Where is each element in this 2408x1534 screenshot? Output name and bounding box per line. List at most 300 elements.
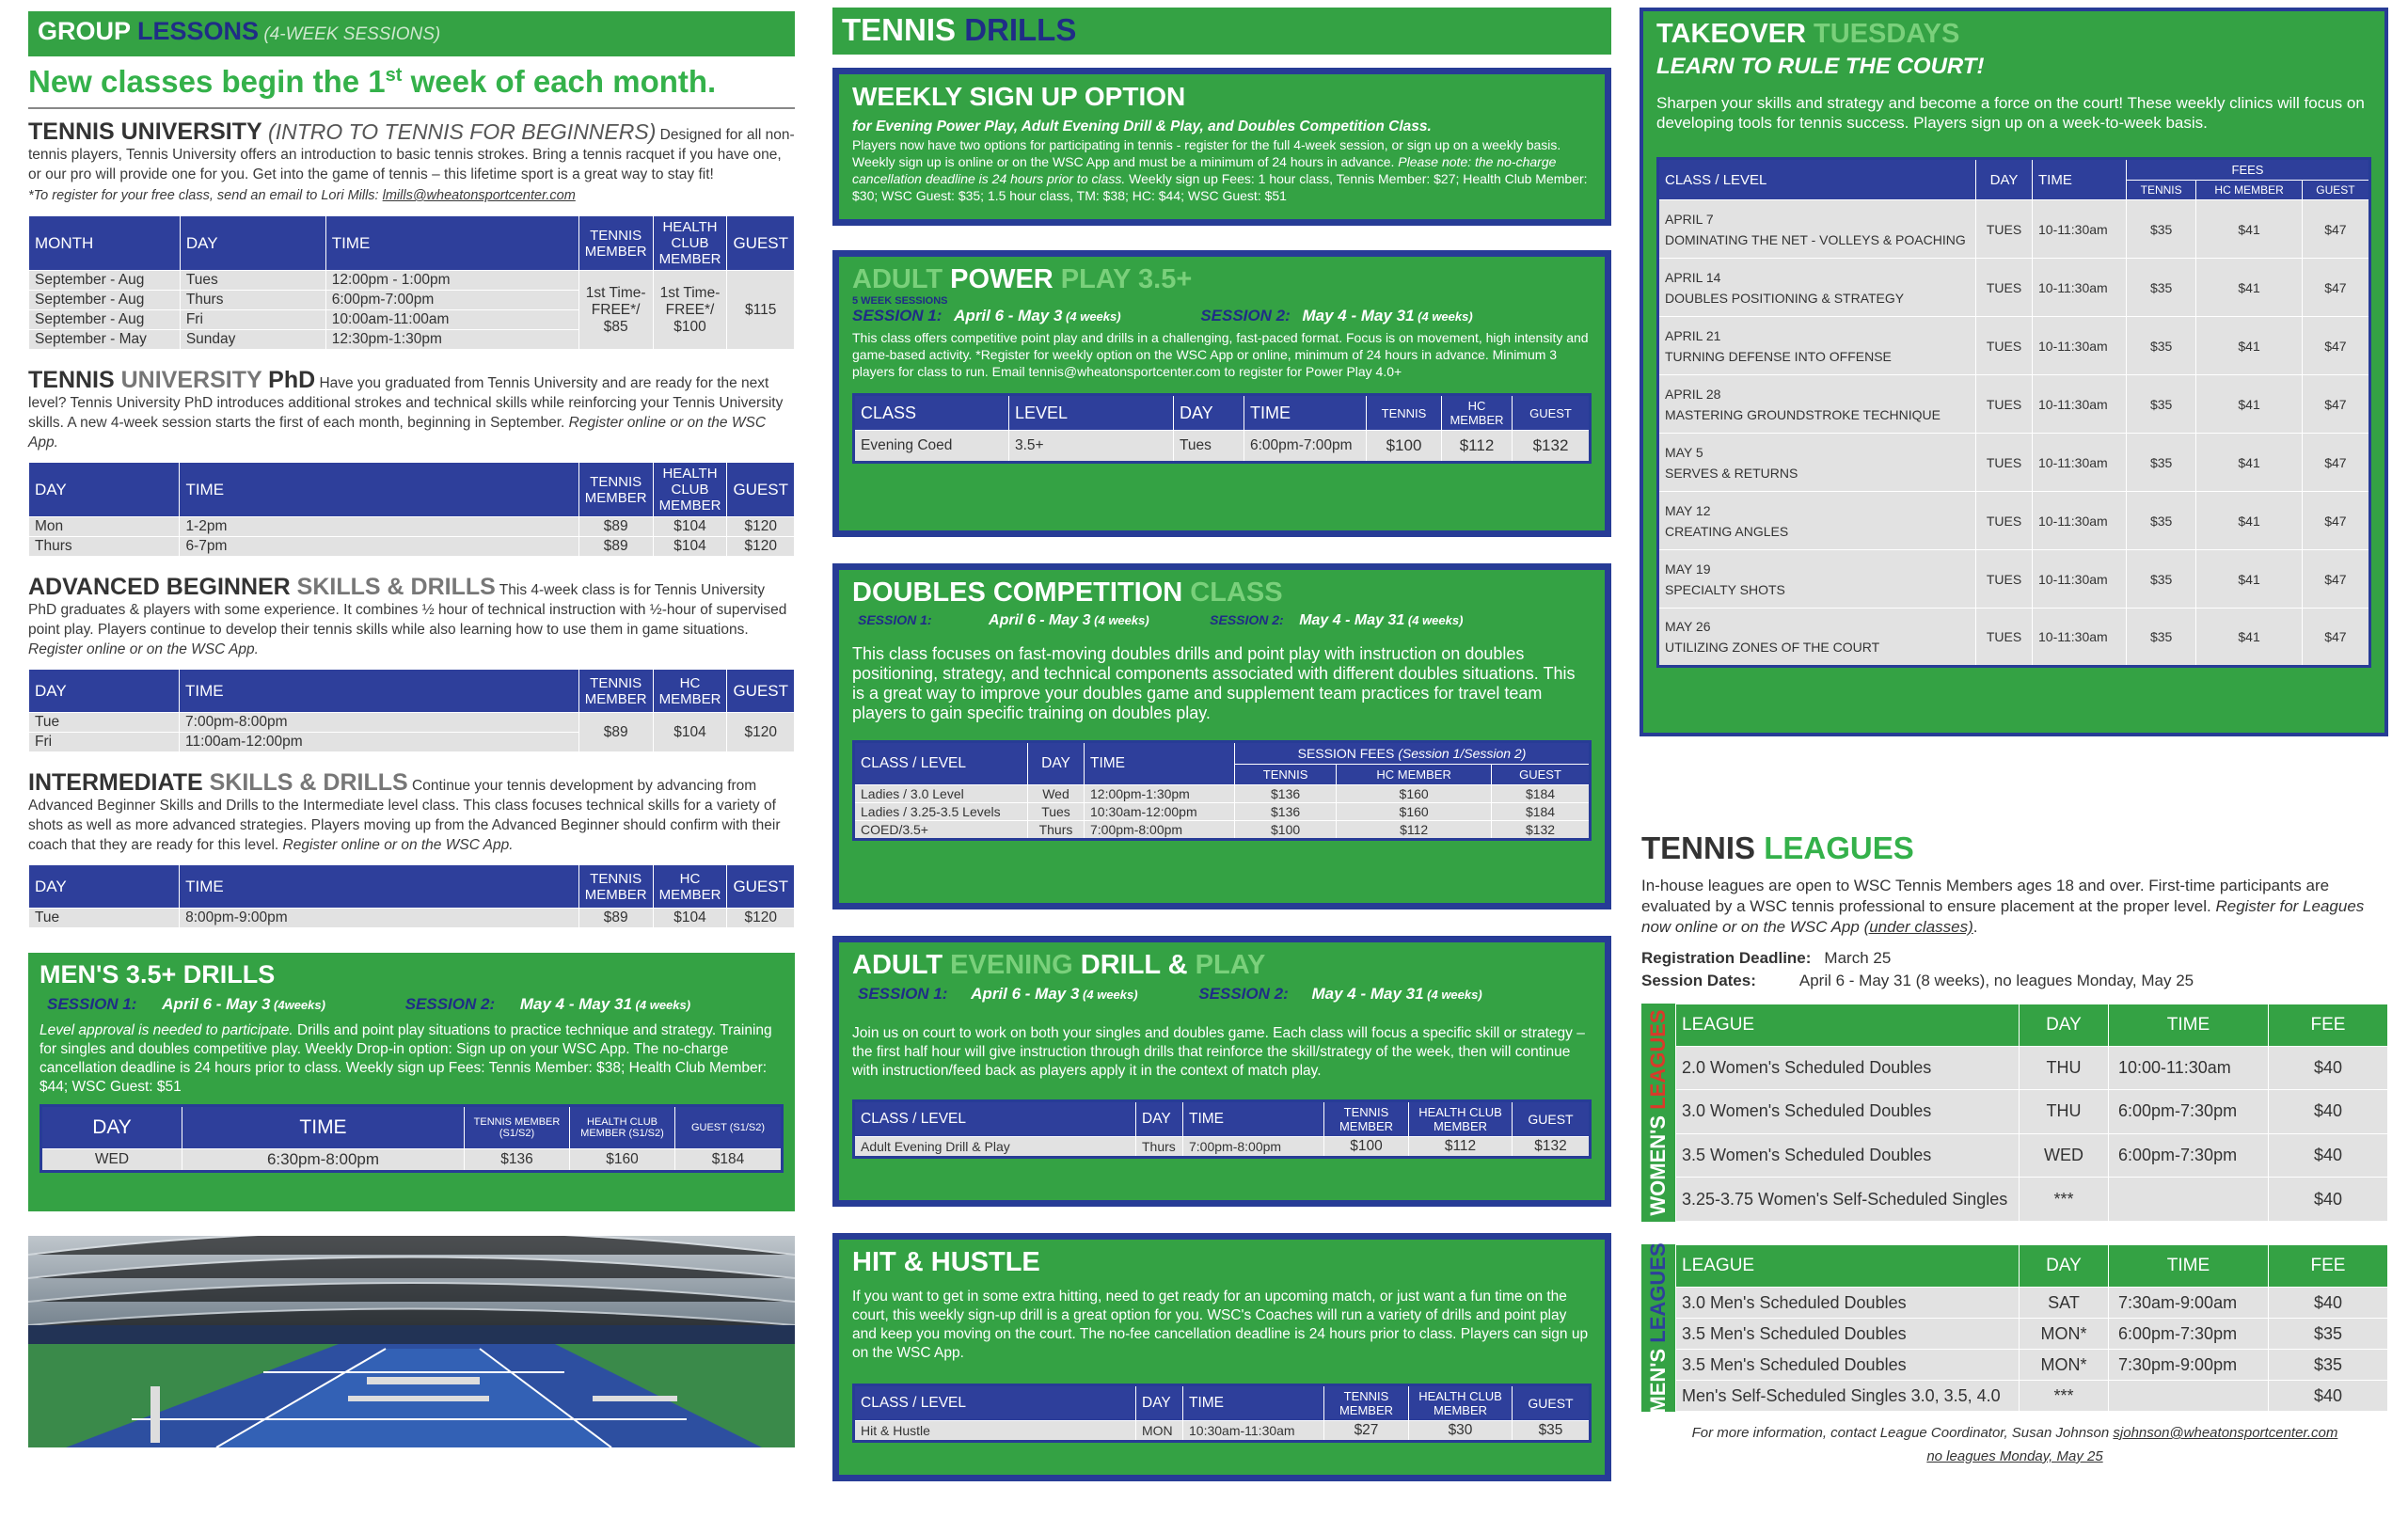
th: TENNIS <box>1235 765 1337 785</box>
leagues-desc-text: In-house leagues are open to WSC Tennis Members ages 18 and over. First-time participants are evaluated by a WSC tennis professional to ensure placement at the proper level. <box>1641 877 2330 915</box>
td: TUES <box>1976 200 2033 259</box>
td: WED <box>41 1149 182 1172</box>
td: $104 <box>653 909 727 928</box>
title-part: TAKEOVER <box>1656 19 1814 49</box>
td: $40 <box>2269 1178 2388 1222</box>
th: TIME <box>2109 1004 2269 1047</box>
td: 3.5 Men's Scheduled Doubles <box>1676 1319 2020 1350</box>
session-weeks: (4 weeks) <box>1414 309 1473 324</box>
table-row <box>29 517 795 537</box>
mens-sessions <box>40 995 784 1014</box>
inter-title: SKILLS & DRILLS <box>209 769 408 796</box>
takeover-inner <box>1643 11 2384 733</box>
td: $35 <box>2127 317 2196 375</box>
td: $47 <box>2302 434 2369 492</box>
col-2 <box>832 8 1611 1481</box>
tuphd-table <box>28 462 795 557</box>
td: $41 <box>2196 317 2303 375</box>
doubles-inner <box>839 570 1605 903</box>
class-date: APRIL 7 <box>1665 211 1714 227</box>
weekly-title: WEEKLY SIGN UP OPTION <box>852 82 1186 111</box>
weekly-desc-italic: Please note: the no-charge cancellation deadline is 24 hours prior to class. <box>852 154 1557 186</box>
th: CLASS / LEVEL <box>1658 159 1976 200</box>
table-row <box>1658 375 2370 434</box>
th: DAY <box>1136 1101 1183 1137</box>
th: GUEST <box>1492 765 1591 785</box>
td: $40 <box>2269 1090 2388 1134</box>
td: Thurs <box>180 291 325 310</box>
hit-hustle-box <box>832 1233 1611 1481</box>
th: TENNIS <box>1367 395 1442 431</box>
leagues-footer <box>1641 1425 2388 1441</box>
th: DAY <box>29 670 180 713</box>
td: $35 <box>1513 1421 1591 1442</box>
td: $35 <box>2269 1319 2388 1350</box>
mens-leagues <box>1641 1244 2388 1412</box>
td: 10-11:30am <box>2033 609 2127 667</box>
header-part: GROUP <box>38 17 138 45</box>
table-row <box>854 1137 1591 1158</box>
power-weeks: 5 WEEK SESSIONS <box>852 295 948 307</box>
tennis-leagues-section <box>1640 830 2388 1464</box>
td: 3.25-3.75 Women's Self-Scheduled Singles <box>1676 1178 2020 1222</box>
reg-value: March 25 <box>1824 949 1892 967</box>
td <box>2109 1178 2269 1222</box>
th: TIME <box>1183 1385 1324 1421</box>
td: $112 <box>1409 1137 1513 1158</box>
inter-desc <box>28 769 795 855</box>
table-row <box>41 1149 783 1172</box>
class-name: DOUBLES POSITIONING & STRATEGY <box>1665 290 1905 306</box>
th: DAY <box>2020 1245 2109 1288</box>
header-part: TENNIS <box>842 12 965 47</box>
th: TENNIS <box>2127 181 2196 200</box>
th: LEAGUE <box>1676 1004 2020 1047</box>
td <box>1658 317 1976 375</box>
title-part: LEAGUES <box>1764 830 1914 865</box>
td: $89 <box>578 537 653 557</box>
td: 6:00pm-7:00pm <box>1244 431 1367 463</box>
th: TIME <box>2033 159 2127 200</box>
td: $120 <box>727 909 795 928</box>
td: 7:30am-9:00am <box>2109 1288 2269 1319</box>
td: 6:00pm-7:30pm <box>2109 1133 2269 1178</box>
th: TENNIS MEMBER <box>1324 1385 1409 1421</box>
td <box>1658 375 1976 434</box>
leagues-desc-italic: Register for Leagues now online or on the WSC App <box>1641 897 2365 936</box>
fee-header-italic: (Session 1/Session 2) <box>1398 746 1527 761</box>
th: TIME <box>182 1106 465 1149</box>
th: TENNIS MEMBER <box>578 216 653 271</box>
weekly-signup-inner <box>839 74 1605 219</box>
td: $35 <box>2269 1350 2388 1381</box>
td: WED <box>2020 1133 2109 1178</box>
td: 7:30pm-9:00pm <box>2109 1350 2269 1381</box>
td: $41 <box>2196 375 2303 434</box>
tu-email-link[interactable]: lmills@wheatonsportcenter.com <box>382 188 576 203</box>
th: GUEST <box>727 670 795 713</box>
session-weeks: (4 weeks) <box>1062 309 1121 324</box>
td: $47 <box>2302 317 2369 375</box>
class-date: APRIL 21 <box>1665 327 1721 343</box>
td: $184 <box>675 1149 783 1172</box>
td: 10:00am-11:00am <box>325 310 578 330</box>
td: 10-11:30am <box>2033 550 2127 609</box>
td <box>1658 259 1976 317</box>
weekly-desc-text: Players now have two options for participating in tennis - register for the full 4-week session, or sign up on a weekly basis. Weekly sign up is online or on the WSC App and must be a minimum of 24 hours in advance. <box>852 137 1561 169</box>
td: TUES <box>1976 375 2033 434</box>
th: GUEST <box>727 463 795 517</box>
class-name: UTILIZING ZONES OF THE COURT <box>1665 640 1880 655</box>
td: $112 <box>1442 431 1513 463</box>
womens-table <box>1675 1004 2388 1222</box>
session-label: SESSION 1: <box>858 985 948 1003</box>
td: 10-11:30am <box>2033 259 2127 317</box>
td: $47 <box>2302 609 2369 667</box>
td: $47 <box>2302 492 2369 550</box>
td: 12:30pm-1:30pm <box>325 330 578 350</box>
tagline <box>28 64 795 109</box>
session-dates: April 6 - May 3 <box>954 307 1063 324</box>
power-table <box>852 393 1592 464</box>
th: CLASS / LEVEL <box>854 1101 1136 1137</box>
session-label: SESSION 2: <box>404 995 496 1013</box>
td: 11:00am-12:00pm <box>180 733 579 752</box>
th: DAY <box>1136 1385 1183 1421</box>
title-part: EVENING <box>950 950 1073 980</box>
leagues-desc-link[interactable]: (under classes) <box>1863 918 1973 936</box>
td: $136 <box>1235 785 1337 803</box>
class-name: DOMINATING THE NET - VOLLEYS & POACHING <box>1665 231 1966 247</box>
mens-side-text <box>1646 1242 1671 1413</box>
td <box>1658 492 1976 550</box>
th: HEALTH CLUB MEMBER <box>653 463 727 517</box>
td: $136 <box>465 1149 570 1172</box>
th: TENNIS MEMBER <box>578 670 653 713</box>
col-3 <box>1640 8 2388 1464</box>
td: 1st Time-FREE*/ $100 <box>653 271 727 350</box>
td: $41 <box>2196 609 2303 667</box>
side-part: LEAGUES <box>1646 1009 1670 1110</box>
td: TUES <box>1976 317 2033 375</box>
th: HC MEMBER <box>653 865 727 909</box>
class-name: SPECIALTY SHOTS <box>1665 581 1785 597</box>
courts-illustration-icon <box>28 1236 795 1447</box>
weekly-signup-box <box>832 68 1611 226</box>
class-date: APRIL 14 <box>1665 269 1721 285</box>
womens-side-label <box>1641 1004 1675 1222</box>
td: MON <box>1136 1421 1183 1442</box>
table-row <box>29 713 795 733</box>
th: HEALTH CLUB MEMBER (S1/S2) <box>570 1106 675 1149</box>
td: 3.5 Women's Scheduled Doubles <box>1676 1133 2020 1178</box>
takeover-rows <box>1658 200 2370 667</box>
session-weeks: (4 weeks) <box>1090 613 1149 627</box>
tu-title: TENNIS UNIVERSITY <box>28 119 262 145</box>
td: *** <box>2020 1178 2109 1222</box>
session-weeks: (4 weeks) <box>631 998 691 1012</box>
adv-title: ADVANCED BEGINNER <box>28 574 297 600</box>
th: TENNIS MEMBER <box>578 865 653 909</box>
adv-desc-text: This 4-week class is for Tennis University PhD graduates & players with some experience. It combines ½ hour of technical instruction with ½-hour of supervised point play. Players continue to develop their tennis skills while also learning how to use them in game situations. <box>28 582 787 638</box>
doubles-title <box>852 577 1592 609</box>
leagues-footer-note: no leagues Monday, May 25 <box>1926 1448 2103 1464</box>
table-row <box>29 909 795 928</box>
session-weeks: (4 weeks) <box>1079 988 1138 1002</box>
class-date: MAY 5 <box>1665 444 1703 460</box>
td: $40 <box>2269 1288 2388 1319</box>
td: Wed <box>1028 785 1085 803</box>
td: TUES <box>1976 492 2033 550</box>
takeover-desc: Sharpen your skills and strategy and become a force on the court! These weekly clinics will focus on developing tools for tennis success. Players sign up on a week-to-week basis. <box>1656 94 2365 132</box>
side-part: MEN'S <box>1646 1342 1670 1414</box>
evening-title <box>852 950 1592 981</box>
leagues-title <box>1641 830 2388 866</box>
td: $160 <box>1337 785 1492 803</box>
evening-desc: Join us on court to work on both your singles and doubles game. Each class will focus a specific skill or strategy – the first half hour will give instruction through drills that reinforce the skill/strategy of the week, then will continue with instruction/feed back as players apply it in the context of match play. <box>852 1025 1585 1079</box>
tuphd-desc <box>28 367 795 452</box>
title-part: PLAY <box>1195 950 1266 980</box>
td: 1st Time-FREE*/ $85 <box>578 271 653 350</box>
th: DAY <box>29 463 180 517</box>
header-part: (4-WEEK SESSIONS) <box>259 24 441 44</box>
table-row <box>854 785 1591 803</box>
th-fees: FEES <box>2127 159 2370 181</box>
tennis-university-section <box>28 119 795 350</box>
td: $100 <box>1324 1137 1409 1158</box>
td: 10:30am-11:30am <box>1183 1421 1324 1442</box>
leagues-desc-end: . <box>1972 918 1978 936</box>
th: TIME <box>180 865 579 909</box>
doubles-competition-box <box>832 563 1611 909</box>
side-part: LEAGUES <box>1646 1242 1670 1343</box>
takeover-sub: LEARN TO RULE THE COURT! <box>1656 54 1985 79</box>
td: Fri <box>29 733 180 752</box>
td: Mon <box>29 517 180 537</box>
td: $40 <box>2269 1133 2388 1178</box>
adv-table <box>28 669 795 752</box>
td: $40 <box>2269 1046 2388 1090</box>
class-name: SERVES & RETURNS <box>1665 465 1798 481</box>
th: TIME <box>325 216 578 271</box>
tagline-a: New classes begin the 1 <box>28 64 386 99</box>
td: September - Aug <box>29 291 181 310</box>
td: $184 <box>1492 803 1591 821</box>
td: $100 <box>1367 431 1442 463</box>
td: 10-11:30am <box>2033 492 2127 550</box>
th: GUEST <box>727 865 795 909</box>
tu-table <box>28 215 795 350</box>
tu-desc <box>28 119 795 184</box>
weekly-sub: for Evening Power Play, Adult Evening Drill & Play, and Doubles Competition Class. <box>852 119 1432 134</box>
th: TIME <box>2109 1245 2269 1288</box>
mens-table <box>40 1104 784 1173</box>
tuphd-desc-text: Have you graduated from Tennis University and are ready for the next level? Tennis University PhD introduces additional strokes and technical skills while reinforcing your Tennis University skills. A new 4-week session starts the first of each month, beginning in September. <box>28 375 784 431</box>
title-part: POWER <box>950 264 1054 294</box>
womens-side-text <box>1646 1009 1671 1215</box>
td: September - Aug <box>29 310 181 330</box>
td: $160 <box>1337 803 1492 821</box>
reg-deadline <box>1641 949 2388 968</box>
th: GUEST <box>1513 1385 1591 1421</box>
tennis-drills-header <box>832 8 1611 55</box>
td: $104 <box>653 713 727 752</box>
table-row <box>1658 609 2370 667</box>
td: 12:00pm-1:30pm <box>1085 785 1235 803</box>
th: GUEST <box>727 216 795 271</box>
td: Evening Coed <box>854 431 1009 463</box>
td: 10-11:30am <box>2033 200 2127 259</box>
th: GUEST (S1/S2) <box>675 1106 783 1149</box>
session-dates: May 4 - May 31 <box>1311 985 1424 1003</box>
session-dates: April 6 - May 3 <box>989 612 1091 628</box>
th: HC MEMBER <box>653 670 727 713</box>
th: CLASS <box>854 395 1009 431</box>
session-label: SESSION 2: <box>1198 985 1289 1003</box>
td: 3.5+ <box>1009 431 1174 463</box>
class-date: APRIL 28 <box>1665 386 1721 402</box>
td: $40 <box>2269 1381 2388 1412</box>
td: $112 <box>1337 821 1492 840</box>
td: $30 <box>1409 1421 1513 1442</box>
td: $35 <box>2127 434 2196 492</box>
tu-note-text: *To register for your free class, send an email to Lori Mills: <box>28 188 383 203</box>
td: $104 <box>653 517 727 537</box>
advanced-beginner-section <box>28 574 795 752</box>
session-label: SESSION 2: <box>1200 307 1291 324</box>
td: Thurs <box>1136 1137 1183 1158</box>
session-dates: April 6 - May 3 <box>971 985 1080 1003</box>
th: TIME <box>1085 742 1235 785</box>
table-row <box>1676 1288 2388 1319</box>
td: 1-2pm <box>180 517 578 537</box>
table-row <box>1676 1350 2388 1381</box>
evening-table <box>852 1099 1592 1159</box>
footer-email-link[interactable]: sjohnson@wheatonsportcenter.com <box>2113 1425 2338 1441</box>
th: LEVEL <box>1009 395 1174 431</box>
tuphd-title: TENNIS <box>28 367 121 393</box>
power-title <box>852 264 1592 295</box>
table-row <box>29 537 795 557</box>
td: $89 <box>578 909 653 928</box>
td: $41 <box>2196 434 2303 492</box>
doubles-sessions <box>852 612 1592 629</box>
title-part: DOUBLES COMPETITION <box>852 577 1191 608</box>
th: GUEST <box>1513 395 1591 431</box>
th: TIME <box>180 463 578 517</box>
mens-drills-box <box>28 953 795 1211</box>
class-name: MASTERING GROUNDSTROKE TECHNIQUE <box>1665 406 1941 422</box>
hit-inner <box>839 1240 1605 1475</box>
td: 3.5 Men's Scheduled Doubles <box>1676 1350 2020 1381</box>
tennis-courts-photo <box>28 1236 795 1447</box>
side-part: WOMEN'S <box>1646 1109 1670 1216</box>
mens-desc <box>40 1021 784 1097</box>
th: HC MEMBER <box>1337 765 1492 785</box>
td: $132 <box>1492 821 1591 840</box>
th-fees <box>1235 742 1591 765</box>
td: September - May <box>29 330 181 350</box>
td: MON* <box>2020 1350 2109 1381</box>
th: CLASS / LEVEL <box>854 1385 1136 1421</box>
table-row <box>854 431 1591 463</box>
td: $89 <box>578 713 653 752</box>
session-label: SESSION 1: <box>47 995 137 1013</box>
table-row <box>29 271 795 291</box>
td: 7:00pm-8:00pm <box>1085 821 1235 840</box>
session-weeks: (4 weeks) <box>1404 613 1464 627</box>
td: 8:00pm-9:00pm <box>180 909 579 928</box>
doubles-desc: This class focuses on fast-moving doubles drills and point play with instruction on doubles positioning, strategy, and technical components associated with different doubles situations. This is a great way to improve your doubles game and supplement team practices for travel team players to gain specific training on doubles play. <box>852 644 1576 722</box>
td: TUES <box>1976 434 2033 492</box>
table-row <box>1676 1133 2388 1178</box>
td: $89 <box>578 517 653 537</box>
th: TIME <box>1183 1101 1324 1137</box>
tu-phd-section <box>28 367 795 557</box>
hit-title: HIT & HUSTLE <box>852 1247 1040 1277</box>
td: 6-7pm <box>180 537 578 557</box>
table-row <box>1658 492 2370 550</box>
td: THU <box>2020 1090 2109 1134</box>
td: TUES <box>1976 609 2033 667</box>
td: $120 <box>727 517 795 537</box>
td: Hit & Hustle <box>854 1421 1136 1442</box>
weekly-desc <box>852 136 1592 204</box>
table-row <box>1676 1178 2388 1222</box>
td: $41 <box>2196 200 2303 259</box>
th: MONTH <box>29 216 181 271</box>
td: $41 <box>2196 259 2303 317</box>
power-play-inner <box>839 257 1605 530</box>
td: $27 <box>1324 1421 1409 1442</box>
session-label: SESSION 1: <box>852 307 943 324</box>
session-weeks: (4 weeks) <box>1423 988 1482 1002</box>
td: $120 <box>727 713 795 752</box>
leagues-desc <box>1641 876 2388 938</box>
td: $47 <box>2302 375 2369 434</box>
adv-desc <box>28 574 795 659</box>
header-part: DRILLS <box>964 12 1077 47</box>
td <box>1658 200 1976 259</box>
td: Tues <box>1174 431 1244 463</box>
td: THU <box>2020 1046 2109 1090</box>
inter-note: Register online or on the WSC App. <box>278 837 514 853</box>
class-name: CREATING ANGLES <box>1665 523 1789 539</box>
hit-desc: If you want to get in some extra hitting, need to get ready for an upcoming match, or just want a fun time on the court, this weekly sign-up drill is a great option for you. WSC's Coaches will run a variety of drills and point play and keep you moving on the court. The no-fee cancellation deadline is 24 hours prior to class. Players can sign up on the WSC App. <box>852 1289 1589 1361</box>
td: $35 <box>2127 200 2196 259</box>
td: $136 <box>1235 803 1337 821</box>
td: $115 <box>727 271 795 350</box>
th: DAY <box>41 1106 182 1149</box>
mens-title: MEN'S 3.5+ DRILLS <box>40 960 276 988</box>
title-part: CLASS <box>1190 577 1283 608</box>
evening-sessions <box>852 985 1592 1004</box>
td: *** <box>2020 1381 2109 1412</box>
takeover-tuesdays-box <box>1640 8 2388 736</box>
table-row <box>854 821 1591 840</box>
td: September - Aug <box>29 271 181 291</box>
evening-drill-box <box>832 936 1611 1207</box>
session-dates: May 4 - May 31 <box>519 995 632 1013</box>
th: HEALTH CLUB MEMBER <box>1409 1101 1513 1137</box>
td: $41 <box>2196 550 2303 609</box>
td: Tue <box>29 909 180 928</box>
class-date: MAY 19 <box>1665 561 1711 577</box>
takeover-table <box>1656 157 2371 668</box>
th: HEALTH CLUB MEMBER <box>653 216 727 271</box>
adv-title: SKILLS & DRILLS <box>296 574 496 600</box>
td: MON* <box>2020 1319 2109 1350</box>
